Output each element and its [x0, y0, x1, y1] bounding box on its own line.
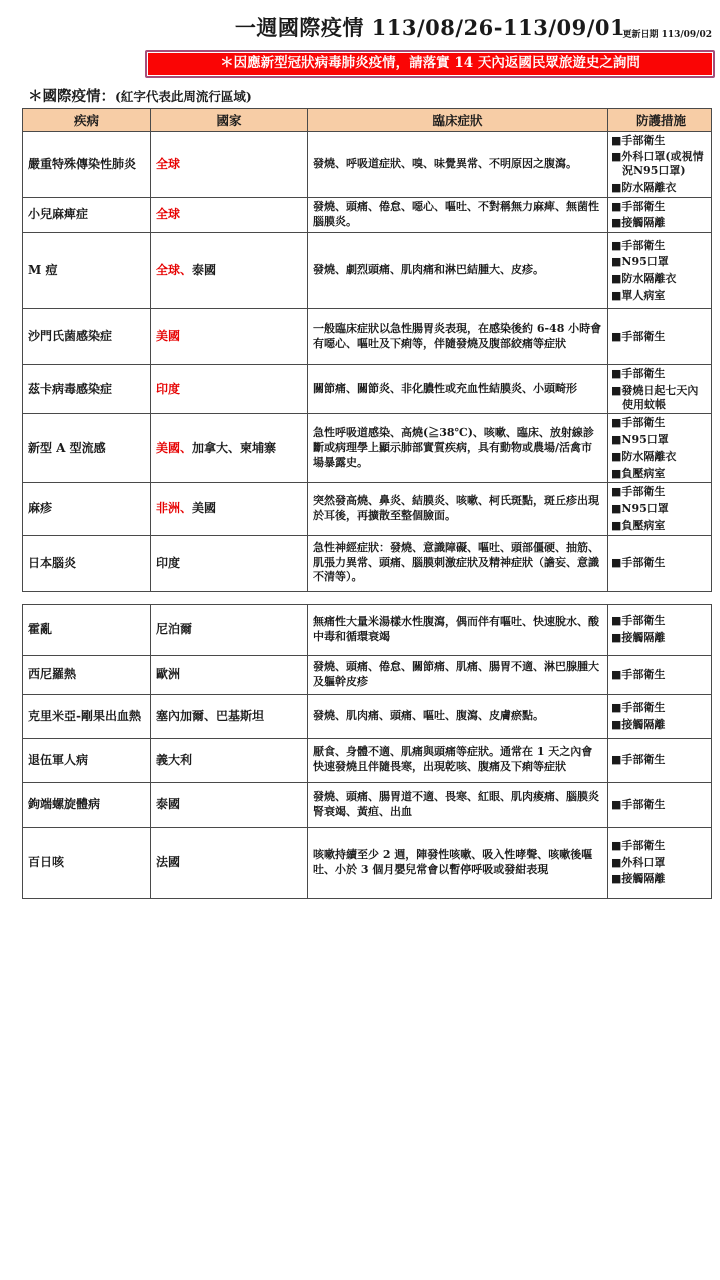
- measures-cell: [608, 233, 711, 308]
- disease-cell: [23, 233, 151, 308]
- disease-name: 小兒麻痺症: [28, 207, 89, 222]
- measures-cell: [608, 828, 711, 898]
- country-cell: [151, 309, 308, 364]
- table-row: [23, 828, 711, 898]
- symptoms-cell: [308, 605, 608, 655]
- table-header-row: [23, 109, 711, 132]
- table-row: [23, 414, 711, 483]
- symptoms-cell: [308, 536, 608, 591]
- measure-item: ■手部衛生: [611, 133, 666, 147]
- column-header-country: 國家: [151, 109, 308, 131]
- disease-name: 麻疹: [28, 501, 53, 516]
- symptoms-cell: [308, 414, 608, 482]
- measure-item: ■手部衛生: [611, 199, 666, 213]
- measures-cell: [608, 536, 711, 591]
- country-text: [156, 157, 302, 172]
- disease-cell: [23, 605, 151, 655]
- disease-cell: [23, 309, 151, 364]
- table-row: [23, 233, 711, 309]
- country-cell: [151, 198, 308, 233]
- symptoms-text: 發燒、頭痛、腸胃道不適、畏寒、紅眼、肌肉痠痛、腦膜炎腎衰竭、黃疸、出血: [313, 789, 599, 818]
- disease-name: 新型 A 型流感: [28, 440, 106, 455]
- measure-item: ■負壓病室: [611, 466, 666, 480]
- country-segment: 印度: [156, 555, 181, 570]
- table-row: [23, 605, 711, 656]
- country-segment: 尼泊爾: [156, 622, 193, 637]
- table-row: [23, 365, 711, 414]
- measures-cell: [608, 605, 711, 655]
- country-cell: [151, 605, 308, 655]
- page-title: 一週國際疫情 113/08/26-113/09/01: [234, 15, 626, 40]
- country-text: [156, 753, 302, 768]
- disease-cell: [23, 483, 151, 534]
- measure-item: ■手部衛生: [611, 797, 666, 811]
- disease-cell: [23, 656, 151, 694]
- measure-item: ■單人病室: [611, 288, 666, 302]
- symptoms-cell: [308, 309, 608, 364]
- disease-name: 克里米亞-剛果出血熱: [28, 708, 141, 723]
- country-segment: 印度: [156, 381, 181, 396]
- country-cell: [151, 414, 308, 482]
- measure-item: ■手部衛生: [611, 753, 666, 767]
- symptoms-cell: [308, 828, 608, 898]
- measures-cell: [608, 695, 711, 738]
- country-segment: 泰國: [192, 263, 217, 278]
- symptoms-text: 急性呼吸道感染、高燒(≧38℃)、咳嗽、臨床、放射線診斷或病理學上顯示肺部實質疾病，具有動物或農場/活禽市場暴露史。: [313, 426, 594, 469]
- measure-item: ■防水隔離衣: [611, 449, 677, 463]
- disease-cell: [23, 828, 151, 898]
- measure-item: ■N95口罩: [611, 502, 669, 516]
- column-header-measures: 防護措施: [635, 112, 686, 128]
- measure-item: ■接觸隔離: [611, 717, 666, 731]
- country-segment: 塞內加爾、巴基斯坦: [156, 708, 265, 723]
- disease-name: 沙門氏菌感染症: [28, 329, 113, 344]
- country-segment: 加拿大、柬埔寨: [192, 440, 277, 455]
- disease-cell: [23, 414, 151, 482]
- table-row: [23, 783, 711, 828]
- measure-item: ■發燒日起七天內使用蚊帳: [611, 383, 699, 411]
- symptoms-cell: [308, 695, 608, 738]
- disease-cell: [23, 695, 151, 738]
- symptoms-text: 發燒、肌肉痛、頭痛、嘔吐、腹瀉、皮膚瘀點。: [313, 708, 544, 722]
- disease-name: 退伍軍人病: [28, 752, 89, 767]
- measure-item: ■接觸隔離: [611, 216, 666, 230]
- country-segment: 全球、: [156, 263, 193, 278]
- country-text: [156, 207, 302, 222]
- measure-item: ■手部衛生: [611, 838, 666, 852]
- symptoms-cell: [308, 132, 608, 197]
- country-text: [156, 667, 302, 682]
- measure-item: ■負壓病室: [611, 518, 666, 532]
- country-segment: 歐洲: [156, 667, 181, 682]
- section-note: (紅字代表此周流行區域): [115, 88, 252, 104]
- symptoms-text: 突然發高燒、鼻炎、結膜炎、咳嗽、柯氏斑點，斑丘疹出現於耳後，再擴散至整個臉面。: [313, 494, 599, 522]
- measures-cell: [608, 739, 711, 782]
- disease-cell: [23, 536, 151, 591]
- epidemic-table-main: [22, 108, 712, 592]
- measures-cell: [608, 365, 711, 413]
- country-cell: [151, 233, 308, 308]
- country-segment: 美國、: [156, 440, 193, 455]
- table-row: [23, 132, 711, 198]
- country-cell: [151, 695, 308, 738]
- disease-cell: [23, 783, 151, 827]
- measure-item: ■手部衛生: [611, 367, 666, 381]
- symptoms-text: 咳嗽持續至少 2 週，陣發性咳嗽、吸入性哮聲、咳嗽後嘔吐、小於 3 個月嬰兒常會以暫停呼吸或發紺表現: [313, 847, 593, 876]
- symptoms-cell: [308, 365, 608, 413]
- country-segment: 非洲、: [156, 501, 193, 516]
- country-text: [156, 501, 302, 516]
- symptoms-cell: [308, 233, 608, 308]
- country-text: [156, 382, 302, 397]
- disease-cell: [23, 132, 151, 197]
- measures-cell: [608, 198, 711, 233]
- country-text: [156, 329, 302, 344]
- symptoms-cell: [308, 783, 608, 827]
- table-row: [23, 483, 711, 535]
- country-segment: 美國: [192, 501, 217, 516]
- disease-name: 茲卡病毒感染症: [28, 381, 113, 396]
- disease-cell: [23, 365, 151, 413]
- country-cell: [151, 483, 308, 534]
- country-segment: 全球: [156, 207, 181, 222]
- covid-notice-text: ＊因應新型冠狀病毒肺炎疫情，請落實 14 天內返國民眾旅遊史之詢問: [148, 53, 712, 75]
- symptoms-text: 急性神經症狀：發燒、意識障礙、嘔吐、頭部僵硬、抽筋、肌張力異常、頭痛、腦膜刺激症狀及精神症狀（譫妄、意識不清等）。: [313, 541, 599, 584]
- symptoms-cell: [308, 656, 608, 694]
- symptoms-cell: [308, 483, 608, 534]
- measures-cell: [608, 309, 711, 364]
- measures-cell: [608, 414, 711, 482]
- column-header-symptoms: 臨床症狀: [308, 109, 608, 131]
- disease-name: 百日咳: [28, 855, 65, 870]
- measure-item: ■防水隔離衣: [611, 180, 677, 194]
- measures-cell: [608, 783, 711, 827]
- measure-item: ■手部衛生: [611, 614, 666, 628]
- table-row: [23, 198, 711, 234]
- country-text: [156, 855, 302, 870]
- disease-cell: [23, 739, 151, 782]
- section-title: ＊國際疫情：: [28, 87, 115, 105]
- measure-item: ■接觸隔離: [611, 631, 666, 645]
- measure-item: ■接觸隔離: [611, 872, 666, 886]
- country-text: [156, 263, 302, 278]
- table-row: [23, 309, 711, 365]
- symptoms-text: 厭食、身體不適、肌痛與頭痛等症狀。通常在 1 天之內會快速發燒且伴隨畏寒，出現乾咳、腹痛及下痢等症狀: [313, 745, 593, 774]
- country-segment: 泰國: [156, 797, 181, 812]
- symptoms-text: 無痛性大量米湯樣水性腹瀉，偶而伴有嘔吐、快速脫水、酸中毒和循環衰竭: [313, 614, 599, 643]
- country-segment: 美國: [156, 329, 181, 344]
- section-heading: [28, 85, 720, 106]
- country-cell: [151, 783, 308, 827]
- measure-item: ■手部衛生: [611, 700, 666, 714]
- disease-cell: [23, 198, 151, 233]
- symptoms-text: 發燒、頭痛、倦怠、噁心、嘔吐、不對稱無力麻痺、無菌性腦膜炎。: [313, 200, 599, 228]
- symptoms-cell: [308, 739, 608, 782]
- measures-cell: [608, 132, 711, 197]
- measure-item: ■手部衛生: [611, 556, 666, 570]
- disease-name: 西尼羅熱: [28, 667, 77, 682]
- measure-item: ■手部衛生: [611, 238, 666, 252]
- country-cell: [151, 132, 308, 197]
- table-row: [23, 739, 711, 783]
- symptoms-cell: [308, 198, 608, 233]
- symptoms-text: 發燒、呼吸道症狀、嗅、味覺異常、不明原因之腹瀉。: [313, 156, 577, 170]
- country-cell: [151, 536, 308, 591]
- measures-cell: [608, 656, 711, 694]
- measure-item: ■手部衛生: [611, 485, 666, 499]
- table-row: [23, 656, 711, 695]
- measure-item: ■手部衛生: [611, 329, 666, 343]
- country-segment: 義大利: [156, 752, 193, 767]
- country-cell: [151, 365, 308, 413]
- measure-item: ■外科口罩(或視情況N95口罩): [611, 150, 704, 178]
- country-text: [156, 556, 302, 571]
- disease-name: 霍亂: [28, 622, 53, 637]
- measure-item: ■手部衛生: [611, 667, 666, 681]
- country-cell: [151, 739, 308, 782]
- symptoms-text: 一般臨床症狀以急性腸胃炎表現，在感染後約 6-48 小時會有噁心、嘔吐及下痢等，伴隨發燒及腹部絞痛等症狀: [313, 321, 602, 350]
- measure-item: ■手部衛生: [611, 416, 666, 430]
- disease-name: 鉤端螺旋體病: [28, 797, 101, 812]
- symptoms-text: 發燒、頭痛、倦怠、關節痛、肌痛、腸胃不適、淋巴腺腫大及軀幹皮疹: [313, 659, 599, 688]
- disease-name: 嚴重特殊傳染性肺炎: [28, 156, 137, 171]
- covid-notice-banner: [145, 50, 715, 78]
- disease-name: M 痘: [28, 263, 58, 278]
- country-text: [156, 709, 302, 724]
- measures-cell: [608, 483, 711, 534]
- measure-item: ■N95口罩: [611, 255, 669, 269]
- disease-name: 日本腦炎: [28, 555, 77, 570]
- country-text: [156, 797, 302, 812]
- table-row: [23, 695, 711, 739]
- column-header-disease: 疾病: [23, 109, 151, 131]
- measure-item: ■防水隔離衣: [611, 272, 677, 286]
- update-date: 更新日期 113/09/02: [622, 30, 712, 40]
- table-row: [23, 536, 711, 591]
- country-text: [156, 622, 302, 637]
- symptoms-text: 關節痛、關節炎、非化膿性或充血性結膜炎、小頭畸形: [313, 381, 577, 395]
- title-bar: [0, 0, 720, 46]
- country-segment: 法國: [156, 855, 181, 870]
- measure-item: ■外科口罩: [611, 855, 666, 869]
- epidemic-table-secondary: [22, 604, 712, 899]
- measure-item: ■N95口罩: [611, 433, 669, 447]
- country-segment: 全球: [156, 156, 181, 171]
- country-cell: [151, 656, 308, 694]
- country-text: [156, 441, 302, 456]
- symptoms-text: 發燒、劇烈頭痛、肌肉痛和淋巴結腫大、皮疹。: [313, 263, 544, 277]
- country-cell: [151, 828, 308, 898]
